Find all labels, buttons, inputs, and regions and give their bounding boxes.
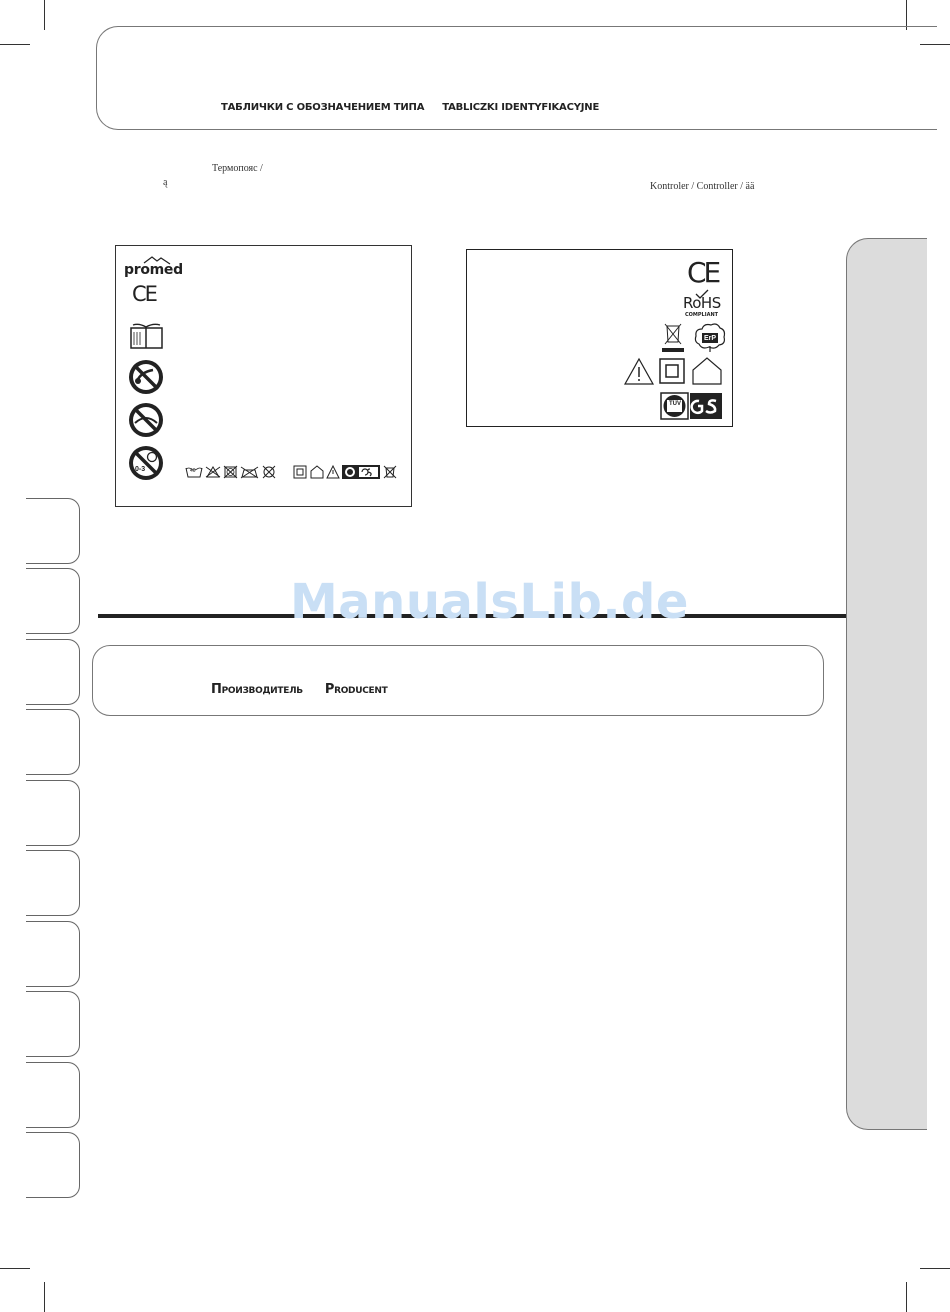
no-pins-icon: [127, 358, 165, 396]
section-header-title: [221, 102, 599, 113]
side-tab: [26, 709, 80, 775]
watermark: ManualsLib.de: [290, 574, 689, 630]
side-tab: [26, 639, 80, 705]
tuv-gs-icon: [342, 465, 380, 479]
weee-bin-icon: [659, 320, 689, 354]
side-tab: [26, 568, 80, 634]
side-tab: [26, 991, 80, 1057]
controller-ce-mark: CE: [687, 256, 719, 289]
manufacturer-header-box: [92, 645, 824, 716]
controller-type-label: [466, 249, 733, 427]
side-tab: [26, 921, 80, 987]
manufacturer-header-title: [211, 682, 387, 697]
ce-mark: CE: [132, 282, 156, 306]
side-tab: [26, 1062, 80, 1128]
read-manual-icon: [129, 322, 165, 352]
crop-mark: [44, 0, 45, 30]
header-title-ru: ТАБЛИЧКИ С ОБОЗНАЧЕНИЕМ ТИПА: [221, 102, 425, 113]
crop-mark: [0, 1268, 30, 1269]
section-header-box: [96, 26, 937, 130]
indoor-use-icon: [693, 358, 721, 384]
wash-temperature: 40: [190, 468, 196, 474]
crop-mark: [906, 1282, 907, 1312]
class-ii-icon: [294, 466, 306, 478]
brand-name: promed: [124, 262, 183, 278]
crop-mark: [44, 1282, 45, 1312]
side-tab: [26, 780, 80, 846]
safety-symbols-row: [623, 356, 723, 386]
left-label-caption: Термопояс /: [212, 163, 263, 174]
safety-symbols: [293, 464, 398, 480]
crop-mark: [0, 44, 30, 45]
crop-mark: [920, 1268, 950, 1269]
warning-triangle-icon: [625, 359, 653, 384]
belt-type-label: [115, 245, 412, 507]
warning-icon: [327, 466, 339, 478]
right-label-caption: Kontroler / Controller / ää: [650, 181, 755, 192]
tuv-text: TÜV: [669, 401, 681, 407]
no-tumble-dry-icon: [224, 466, 237, 478]
care-symbols: [185, 465, 280, 479]
weee-icon: [384, 466, 396, 478]
manufacturer-title-pl: Producent: [324, 682, 388, 697]
erp-text: ErP: [704, 335, 717, 342]
rohs-check-icon: [695, 289, 709, 299]
rohs-mark: RoHS: [683, 294, 721, 312]
header-title-pl: TABLICZKI IDENTYFIKACYJNE: [442, 102, 600, 113]
age-warning-text: 0-3: [135, 466, 146, 473]
side-tab: [26, 1132, 80, 1198]
no-bleach-icon: [206, 467, 220, 477]
side-tab: [26, 850, 80, 916]
manufacturer-title-ru: Производитель: [211, 682, 303, 697]
no-iron-icon: [241, 467, 258, 478]
rohs-compliant-text: COMPLIANT: [685, 312, 719, 318]
not-for-children-icon: [127, 444, 165, 482]
brand-logo: [124, 256, 184, 278]
side-tab: [26, 498, 80, 564]
right-side-panel: [846, 238, 927, 1130]
no-dry-clean-icon: [263, 466, 275, 478]
class-ii-icon: [660, 359, 684, 383]
left-label-subcaption: ą: [163, 177, 168, 188]
indoor-use-icon: [311, 466, 323, 478]
no-folding-icon: [127, 401, 165, 439]
